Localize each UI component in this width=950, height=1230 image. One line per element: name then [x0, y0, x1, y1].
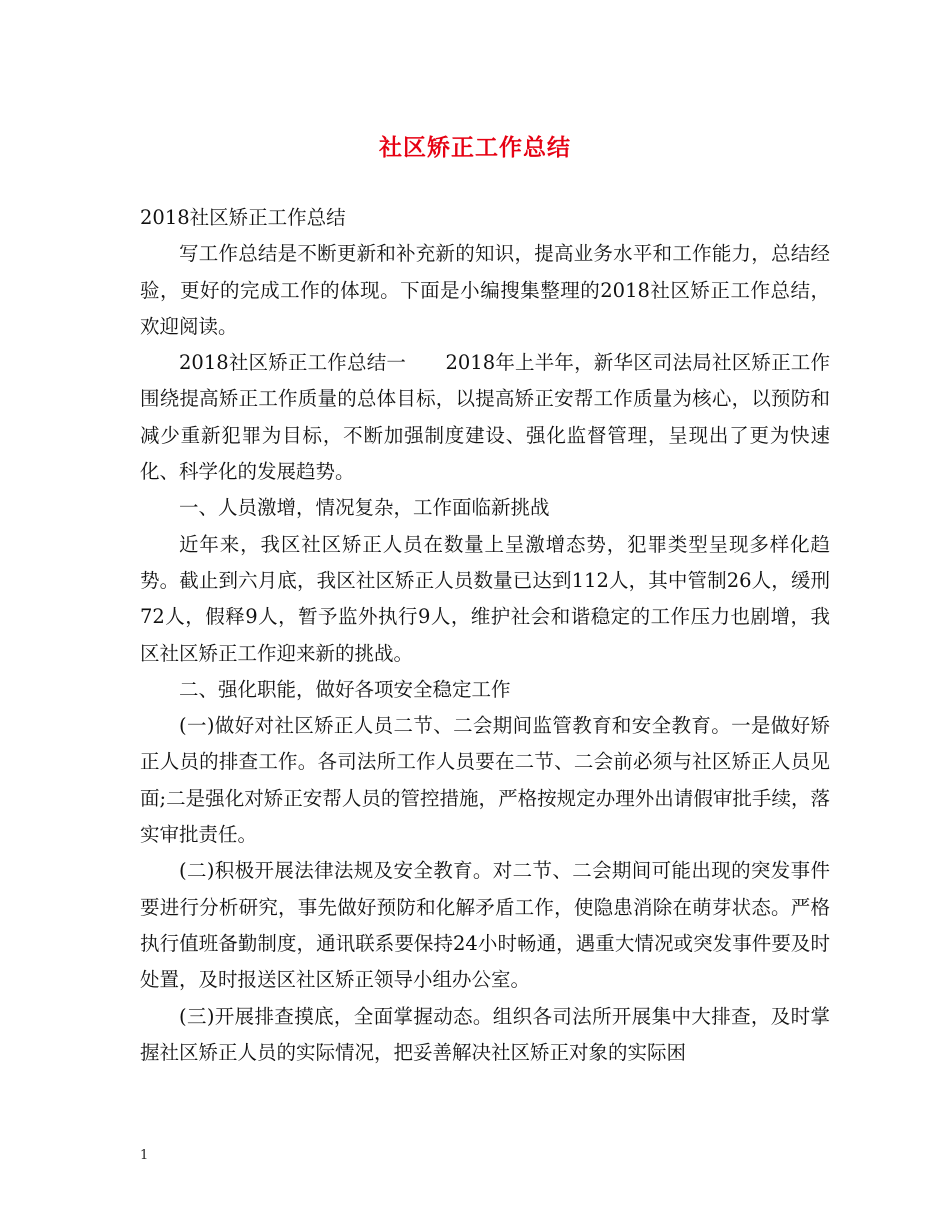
- item-one-paragraph: (一)做好对社区矫正人员二节、二会期间监管教育和安全教育。一是做好矫正人员的排查工作。各司法所工作人员要在二节、二会前必须与社区矫正人员见面;二是强化对矫正安帮人员的管控措施，严格按规定办理外出请假审批手续，落实审批责任。: [140, 714, 830, 847]
- document-title: 社区矫正工作总结: [379, 134, 571, 161]
- summary-one-paragraph: 2018社区矫正工作总结一 2018年上半年，新华区司法局社区矫正工作围绕提高矫正工作质量的总体目标，以提高矫正安帮工作质量为核心，以预防和减少重新犯罪为目标，不断加强制度建设、强化监督管理，呈现出了更为快速化、科学化的发展趋势。: [140, 351, 830, 484]
- item-two-paragraph: (二)积极开展法律法规及安全教育。对二节、二会期间可能出现的突发事件要进行分析研究，事先做好预防和化解矛盾工作，使隐患消除在萌芽状态。严格执行值班备勤制度，通讯联系要保持24小时畅通，遇重大情况或突发事件要及时处置，及时报送区社区矫正领导小组办公室。: [140, 859, 830, 992]
- page-number: 1: [140, 1148, 149, 1163]
- document-body: [140, 200, 830, 1071]
- section-one-paragraph: 近年来，我区社区矫正人员在数量上呈激增态势，犯罪类型呈现多样化趋势。截止到六月底，我区社区矫正人员数量已达到112人，其中管制26人，缓刑72人，假释9人，暂予监外执行9人，维护社会和谐稳定的工作压力也剧增，我区社区矫正工作迎来新的挑战。: [140, 532, 830, 665]
- section-one-heading: 一、人员激增，情况复杂，工作面临新挑战: [179, 496, 550, 520]
- subtitle-paragraph: 2018社区矫正工作总结: [140, 206, 346, 229]
- section-two-heading: 二、强化职能，做好各项安全稳定工作: [179, 677, 511, 701]
- item-three-paragraph: (三)开展排查摸底，全面掌握动态。组织各司法所开展集中大排查，及时掌握社区矫正人员的实际情况，把妥善解决社区矫正对象的实际困: [140, 1004, 830, 1064]
- intro-paragraph: 写工作总结是不断更新和补充新的知识，提高业务水平和工作能力，总结经验，更好的完成工作的体现。下面是小编搜集整理的2018社区矫正工作总结，欢迎阅读。: [140, 242, 830, 338]
